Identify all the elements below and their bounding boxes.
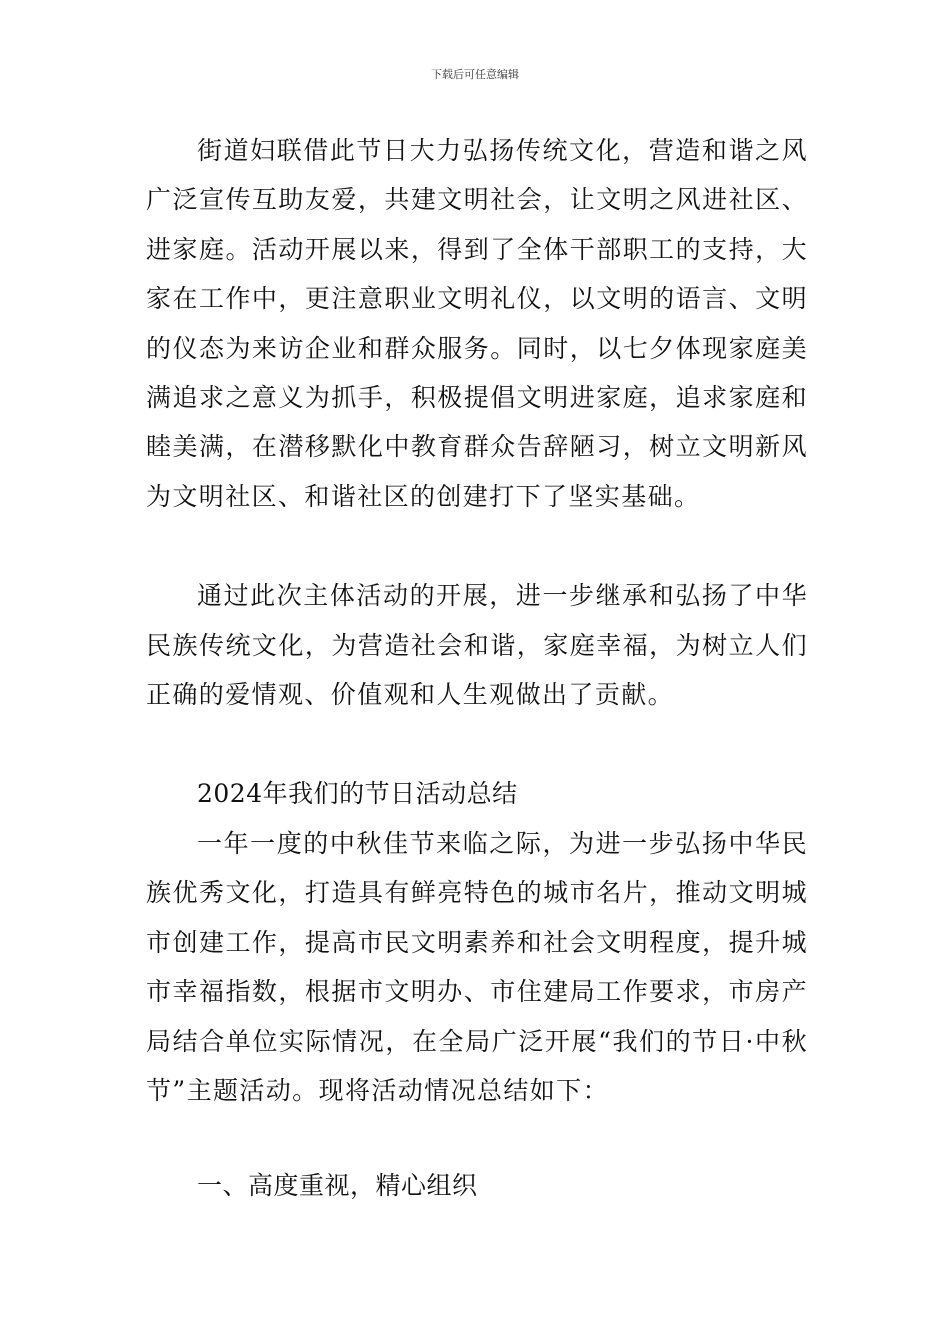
document-body — [146, 126, 808, 1211]
header-note: 下载后可任意编辑 — [431, 68, 519, 81]
section-heading-1: 一、高度重视，精心组织 — [197, 1171, 478, 1201]
paragraph-1: 街道妇联借此节日大力弘扬传统文化，营造和谐之风广泛宣传互助友爱，共建文明社会，让文明之风进社区、进家庭。活动开展以来，得到了全体干部职工的支持，大家在工作中，更注意职业文明礼仪，以文明的语言、文明的仪态为来访企业和群众服务。同时，以七夕体现家庭美满追求之意义为抓手，积极提倡文明进家庭，追求家庭和睦美满，在潜移默化中教育群众告辞陋习，树立文明新风为文明社区、和谐社区的创建打下了坚实基础。 — [146, 136, 808, 511]
spacer — [146, 521, 808, 571]
paragraph-2: 通过此次主体活动的开展，进一步继承和弘扬了中华民族传统文化，为营造社会和谐，家庭幸福，为树立人们正确的爱情观、价值观和人生观做出了贡献。 — [146, 581, 808, 710]
paragraph-3: 一年一度的中秋佳节来临之际，为进一步弘扬中华民族优秀文化，打造具有鲜亮特色的城市名片，推动文明城市创建工作，提高市民文明素养和社会文明程度，提升城市幸福指数，根据市文明办、市住建局工作要求，市房产局结合单位实际情况，在全局广泛开展“我们的节日·中秋节”主题活动。现将活动情况总结如下： — [146, 828, 808, 1105]
document-title: 2024年我们的节日活动总结 — [197, 779, 518, 809]
spacer — [146, 719, 808, 769]
spacer — [146, 1115, 808, 1161]
